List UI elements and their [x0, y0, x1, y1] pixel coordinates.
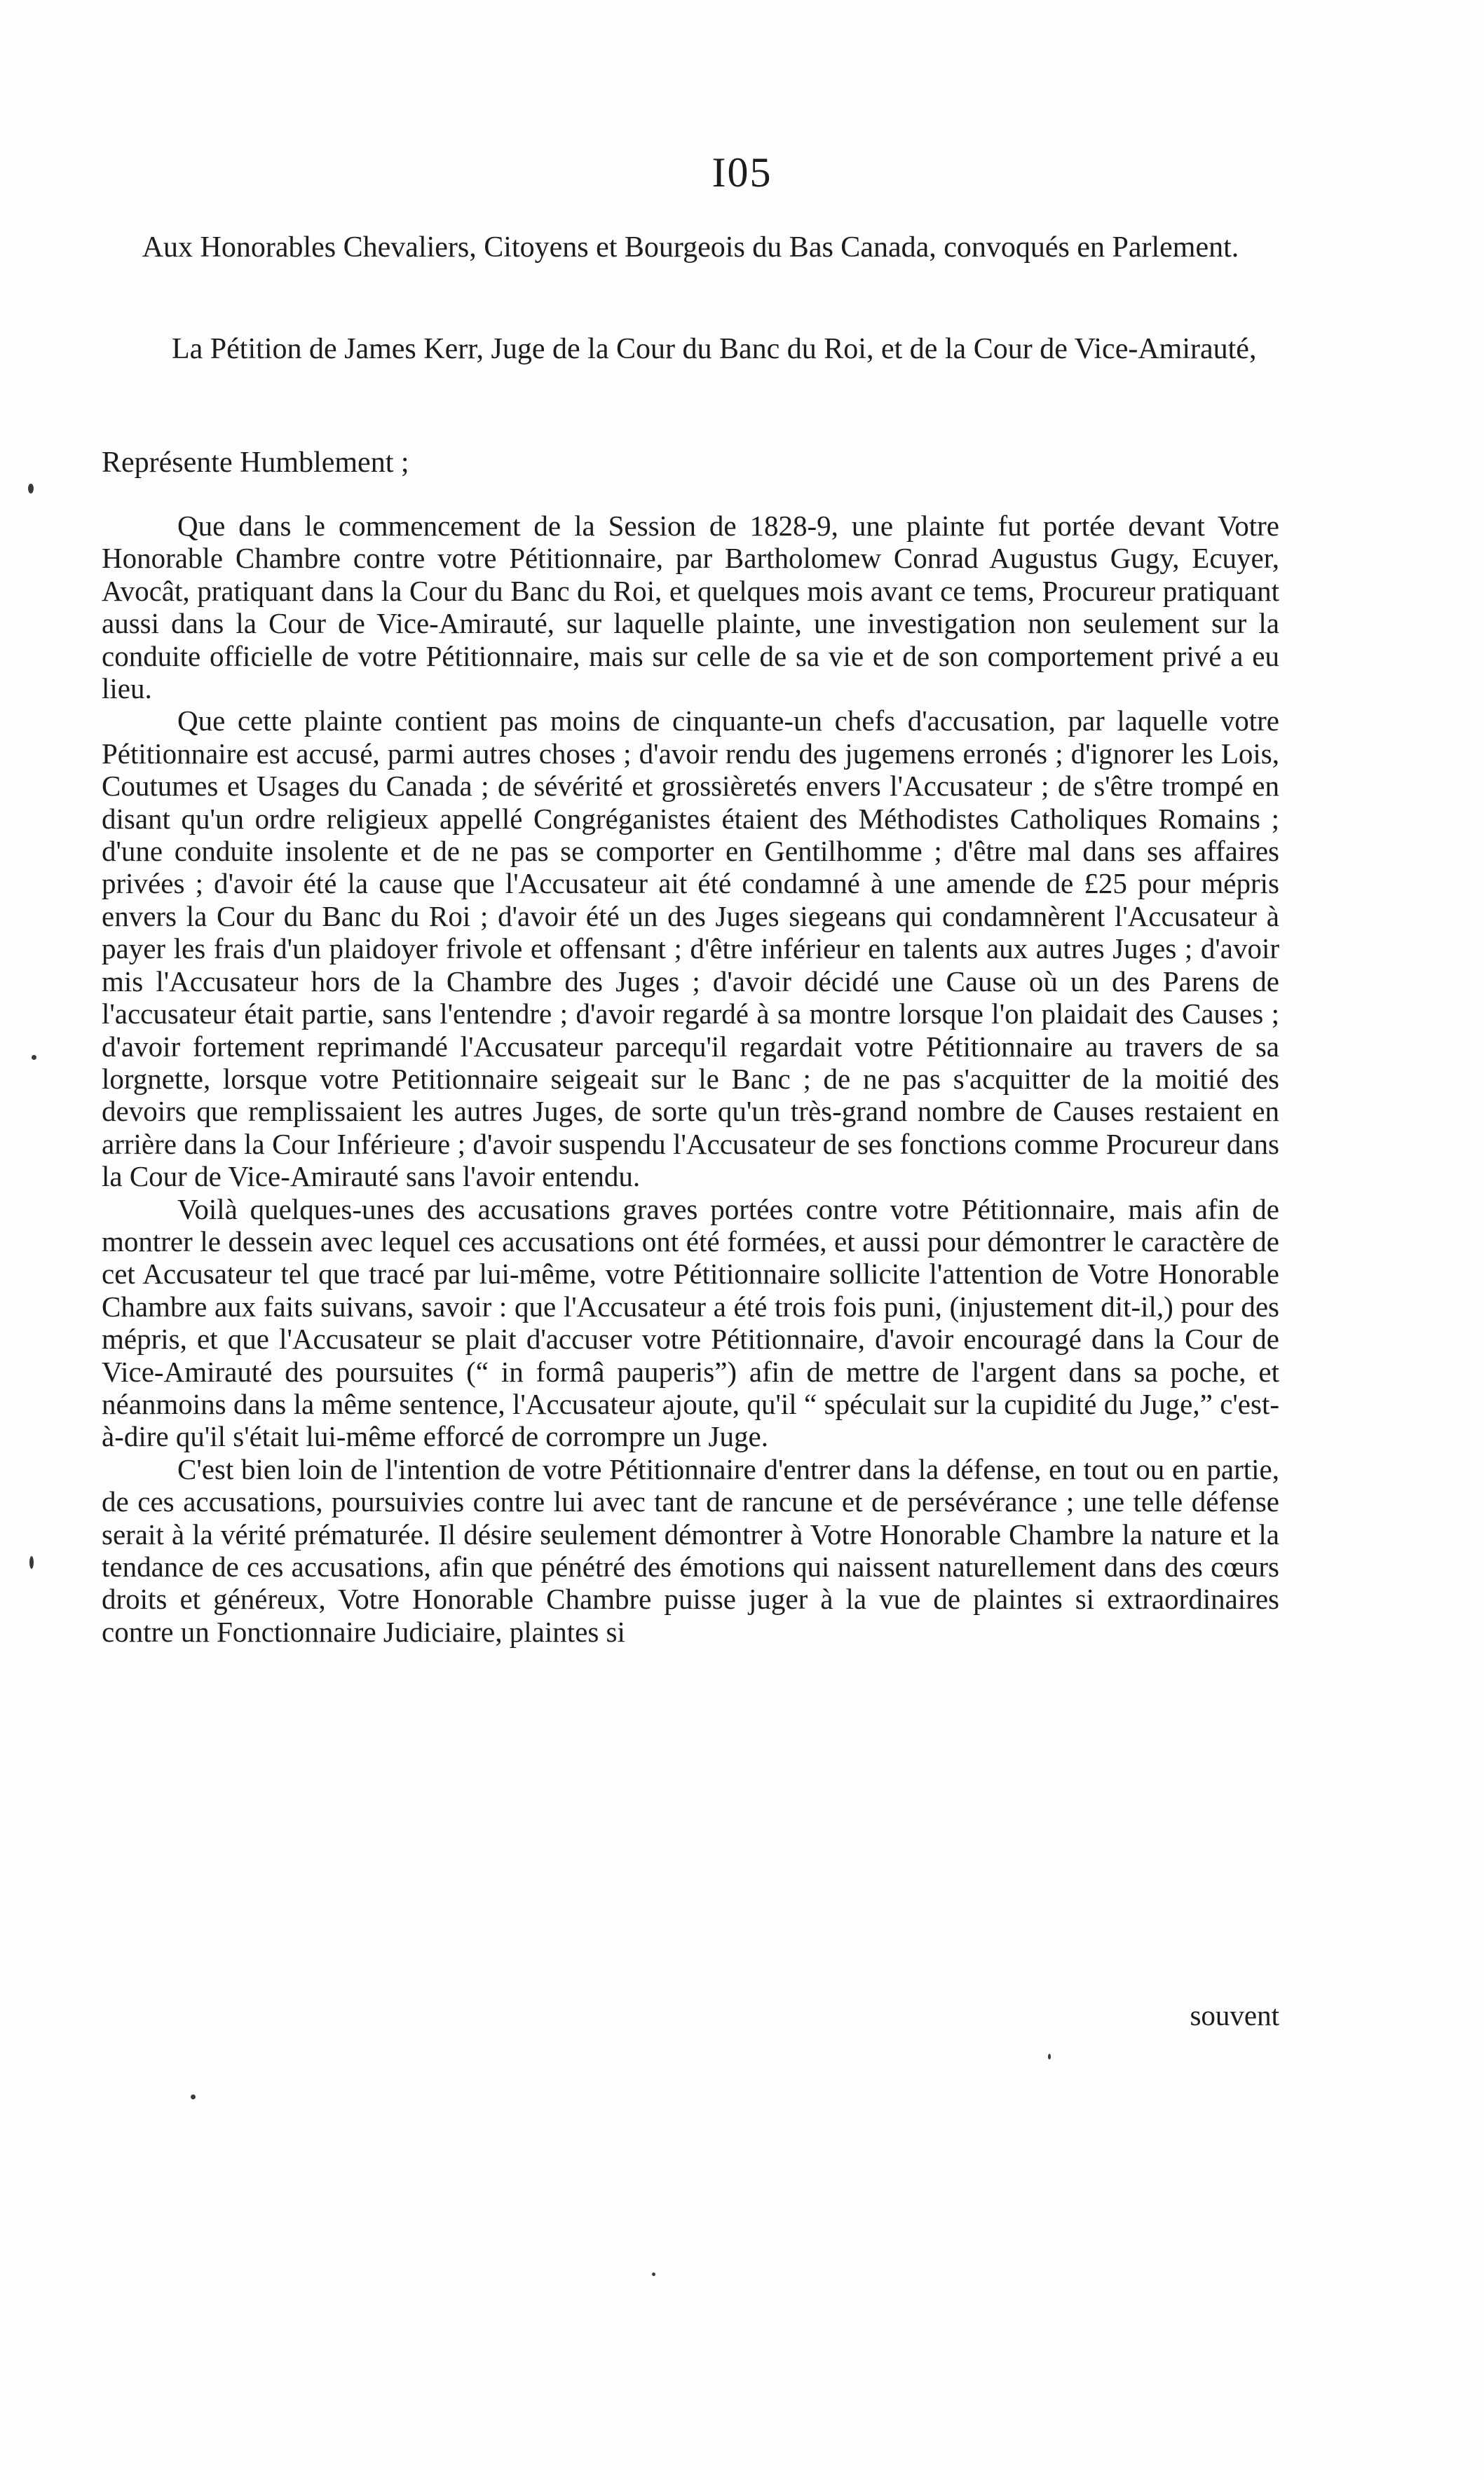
paper-speck	[32, 1055, 36, 1060]
petition-title: La Pétition de James Kerr, Juge de la Cour du Banc du Roi, et de la Cour de Vice-Amirauté,	[172, 333, 1257, 365]
paper-speck	[28, 484, 34, 493]
paper-speck	[29, 1556, 34, 1569]
paper-speck	[1048, 2054, 1051, 2059]
paragraph: Que dans le commencement de la Session de 1828-9, une plainte fut portée devant Votre Honorable Chambre contre votre Pétitionnaire, par Bartholomew Conrad Augustus Gugy, Ecuyer, Avocât, pratiquant dans la Cour du Banc du Roi, et quelques mois avant ce tems, Procureur pratiquant aussi dans la Cour de Vice-Amirauté, sur laquelle plainte, une investigation non seulement sur la conduite officielle de votre Pétitionnaire, mais sur celle de sa vie et de son comportement privé a eu lieu.	[102, 510, 1279, 705]
paragraph: Que cette plainte contient pas moins de cinquante-un chefs d'accusation, par laquelle votre Pétitionnaire est accusé, parmi autres choses ; d'avoir rendu des jugemens erronés ; d'ignorer les Lois, Coutumes et Usages du Canada ; de sévérité et grossièretés envers l'Accusateur ; de s'être trompé en disant qu'un ordre religieux appellé Congréganistes étaient des Méthodistes Catholiques Romains ; d'une conduite insolente et de ne pas se comporter en Gentilhomme ; d'être mal dans ses affaires privées ; d'avoir été la cause que l'Accusateur ait été condamné à une amende de £25 pour mépris envers la Cour du Banc du Roi ; d'avoir été un des Juges siegeans qui condamnèrent l'Accusateur à payer les frais d'un plaidoyer frivole et offensant ; d'être inférieur en talents aux autres Juges ; d'avoir mis l'Accusateur hors de la Chambre des Juges ; d'avoir décidé une Cause où un des Parens de l'accusateur était partie, sans l'entendre ; d'avoir regardé à sa montre lorsque l'on plaidait des Causes ; d'avoir fortement reprimandé l'Accusateur parcequ'il regardait votre Pétitionnaire au travers de sa lorgnette, lorsque votre Petitionnaire seigeait sur le Banc ; de ne pas s'acquitter de la moitié des devoirs que remplissaient les autres Juges, de sorte qu'un très-grand nombre de Causes restaient en arrière dans la Cour Inférieure ; d'avoir suspendu l'Accusateur de ses fonctions comme Procureur dans la Cour de Vice-Amirauté sans l'avoir entendu.	[102, 704, 1279, 1193]
address-heading: Aux Honorables Chevaliers, Citoyens et Bourgeois du Bas Canada, convoqués en Parlement.	[142, 231, 1239, 264]
paper-speck	[191, 2094, 196, 2099]
paragraph: C'est bien loin de l'intention de votre Pétitionnaire d'entrer dans la défense, en tout ou en partie, de ces accusations, poursuivies contre lui avec tant de rancune et de persévérance ; une telle défense serait à la vérité prématurée. Il désire seulement démontrer à Votre Honorable Chambre la nature et la tendance de ces accusations, afin que pénétré des émotions qui naissent naturellement dans des cœurs droits et généreux, Votre Honorable Chambre puisse juger à la vue de plaintes si extraordinaires contre un Fonctionnaire Judiciaire, plaintes si	[102, 1452, 1279, 1648]
paragraph: Voilà quelques-unes des accusations graves portées contre votre Pétitionnaire, mais afin de montrer le dessein avec lequel ces accusations ont été formées, et aussi pour démontrer le caractère de cet Accusateur tel que tracé par lui-même, votre Pétitionnaire sollicite l'attention de Votre Honorable Chambre aux faits suivans, savoir : que l'Accusateur a été trois fois puni, (injustement dit-il,) pour des mépris, et que l'Accusateur se plait d'accuser votre Pétitionnaire, d'avoir encouragé dans la Cour de Vice-Amirauté des poursuites (“ in formâ pauperis”) afin de mettre de l'argent dans sa poche, et néanmoins dans la même sentence, l'Accusateur ajoute, qu'il “ spéculait sur la cupidité du Juge,” c'est-à-dire qu'il s'était lui-même efforcé de corrompre un Juge.	[102, 1192, 1279, 1453]
salutation: Représente Humblement ;	[102, 447, 409, 479]
catchword: souvent	[1190, 1999, 1279, 2031]
page-number: I05	[712, 149, 772, 196]
paper-speck	[652, 2273, 655, 2276]
body-text	[102, 510, 1279, 1648]
